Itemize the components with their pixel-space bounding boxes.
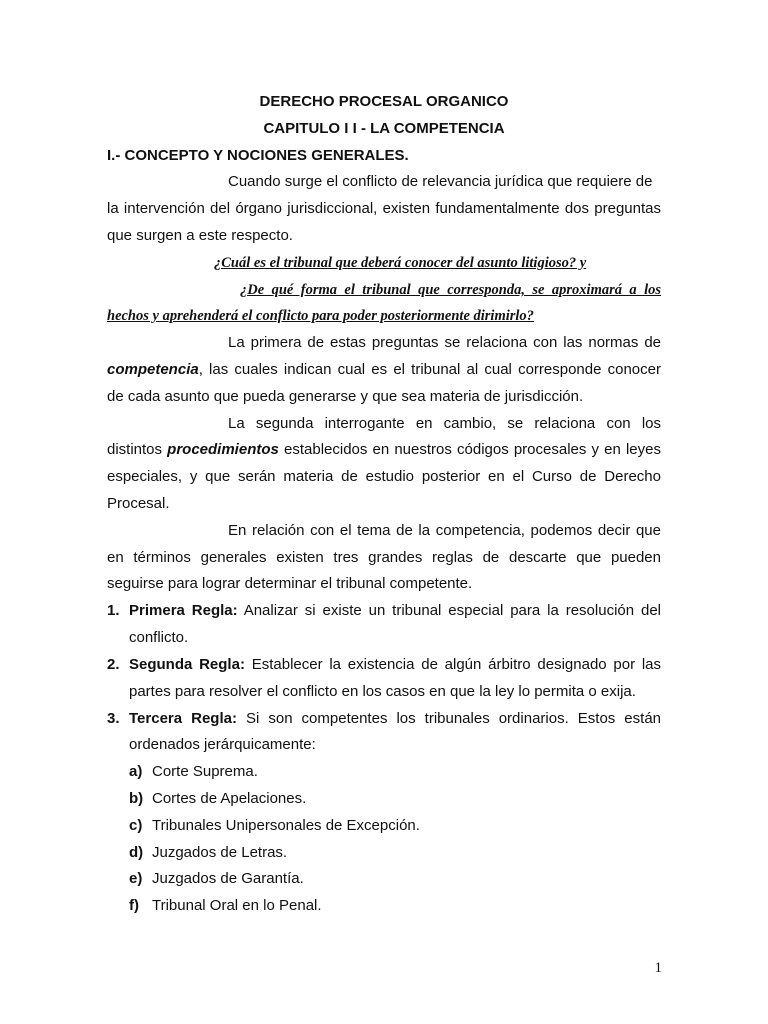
- document-title: DERECHO PROCESAL ORGANICO: [259, 93, 509, 110]
- procedimientos-term: procedimientos: [167, 441, 279, 458]
- court-d-letter: d): [129, 844, 144, 861]
- court-b-text: Cortes de Apelaciones.: [152, 790, 307, 807]
- court-a-text: Corte Suprema.: [152, 763, 258, 780]
- court-c-text: Tribunales Unipersonales de Excepción.: [152, 817, 420, 834]
- competencia-term: competencia: [107, 361, 199, 378]
- paragraph-2-line-2-rest: , las cuales indican cual es el tribunal al cual corresponde conocer: [198, 361, 661, 378]
- paragraph-2-line-3: de cada asunto que pueda generarse y que sea materia de jurisdicción.: [107, 388, 584, 405]
- question-2-line-2: hechos y aprehenderá el conflicto para poder posteriormente dirimirlo?: [107, 308, 534, 324]
- rule-3-line-1: [129, 709, 661, 729]
- rule-1-label: Primera Regla:: [129, 602, 238, 619]
- paragraph-1-line-1: Cuando surge el conflicto de relevancia jurídica que requiere de: [228, 173, 653, 190]
- court-e-letter: e): [129, 870, 143, 887]
- paragraph-3-line-2-pre: distintos: [107, 441, 168, 458]
- rule-3-line-2: ordenados jerárquicamente:: [129, 736, 316, 753]
- court-d-text: Juzgados de Letras.: [152, 844, 288, 861]
- rule-1-number: 1.: [107, 602, 120, 619]
- court-c-letter: c): [129, 817, 143, 834]
- question-2-line-1: ¿De qué forma el tribunal que corresponda, se aproximará a los: [240, 282, 661, 298]
- court-f-text: Tribunal Oral en lo Penal.: [152, 897, 322, 914]
- paragraph-2-line-2: [107, 360, 661, 380]
- page-number: 1: [654, 960, 662, 976]
- court-e-text: Juzgados de Garantía.: [152, 870, 304, 887]
- rule-2-line-2: partes para resolver el conflicto en los casos en que la ley lo permita o exija.: [129, 683, 636, 700]
- rule-2-label: Segunda Regla:: [129, 656, 245, 673]
- paragraph-4-line-2: en términos generales existen tres grandes reglas de descarte que pueden: [107, 549, 661, 566]
- paragraph-3-line-1: La segunda interrogante en cambio, se relaciona con los: [228, 415, 661, 432]
- question-1: ¿Cuál es el tribunal que deberá conocer del asunto litigioso? y: [214, 255, 587, 271]
- court-b-letter: b): [129, 790, 144, 807]
- rule-3-label: Tercera Regla:: [129, 710, 237, 727]
- paragraph-3-line-3: especiales, y que serán materia de estudio posterior en el Curso de Derecho: [107, 468, 661, 485]
- paragraph-1-line-3: que surgen a este respecto.: [107, 227, 293, 244]
- rule-1-line-1: [129, 601, 661, 621]
- rule-1-line-2: conflicto.: [129, 629, 189, 646]
- paragraph-2-line-1: La primera de estas preguntas se relaciona con las normas de: [228, 334, 661, 351]
- paragraph-4-line-3: seguirse para lograr determinar el tribunal competente.: [107, 575, 473, 592]
- rule-3-number: 3.: [107, 710, 120, 727]
- rule-3-text: Si son competentes los tribunales ordinarios. Estos están: [236, 710, 662, 727]
- section-heading: I.- CONCEPTO Y NOCIONES GENERALES.: [107, 147, 409, 164]
- paragraph-1-line-2: la intervención del órgano jurisdiccional, existen fundamentalmente dos preguntas: [107, 200, 661, 217]
- rule-2-text: Establecer la existencia de algún árbitro designado por las: [244, 656, 661, 673]
- rule-2-number: 2.: [107, 656, 120, 673]
- paragraph-4-line-1: En relación con el tema de la competencia, podemos decir que: [228, 522, 661, 539]
- rule-1-text: Analizar si existe un tribunal especial para la resolución del: [237, 602, 661, 619]
- court-f-letter: f): [129, 897, 139, 914]
- chapter-title: CAPITULO I I - LA COMPETENCIA: [263, 120, 505, 137]
- court-a-letter: a): [129, 763, 143, 780]
- paragraph-3-line-2-rest: establecidos en nuestros códigos procesales y en leyes: [278, 441, 661, 458]
- paragraph-3-line-4: Procesal.: [107, 495, 170, 512]
- paragraph-3-line-2: [107, 440, 661, 460]
- rule-2-line-1: [129, 655, 661, 675]
